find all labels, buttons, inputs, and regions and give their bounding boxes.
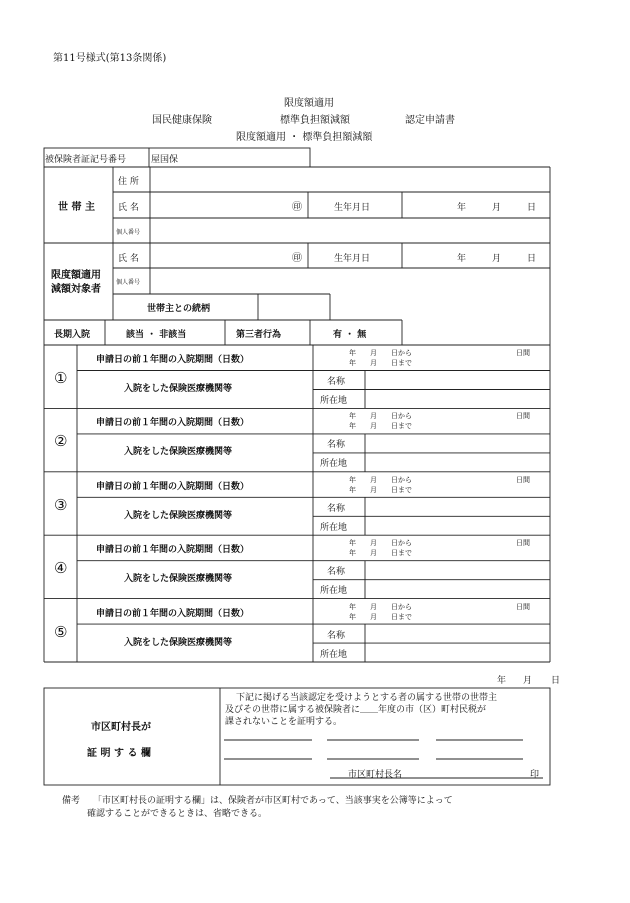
period-date-to[interactable]: 年 月 日まで (349, 549, 412, 558)
title-line2-mid: 標準負担額減額 (280, 115, 350, 126)
institution-address-label: 所在地 (320, 649, 348, 660)
institution-label: 入院をした保険医療機関等 (124, 447, 233, 458)
period-days-unit[interactable]: 日間 (516, 475, 530, 484)
target-birth-label: 生年月日 (334, 254, 371, 264)
householder-seal: ㊞ (292, 202, 302, 213)
householder-birth-year: 年 (457, 203, 467, 213)
householder-section-label: 世 帯 主 (58, 202, 95, 213)
period-days-unit[interactable]: 日間 (516, 539, 530, 548)
mayor-seal: 印 (530, 770, 540, 780)
target-birth-month: 月 (492, 254, 502, 264)
period-date-to[interactable]: 年 月 日まで (349, 612, 412, 621)
period-date-from[interactable]: 年 月 日から (349, 349, 412, 357)
target-relation-label: 世帯主との続柄 (147, 304, 211, 314)
period-days-unit[interactable]: 日間 (516, 412, 530, 421)
period-number-4: ④ (54, 559, 68, 578)
householder-birth-label: 生年月日 (334, 203, 371, 213)
period-date-to[interactable]: 年 月 日まで (349, 422, 412, 431)
period-number-5: ⑤ (54, 622, 68, 641)
application-date-year: 年 (497, 676, 507, 686)
period-label: 申請日の前１年間の入院期間（日数） (96, 481, 250, 492)
certification-text-3: 課されないことを証明する。 (225, 717, 343, 727)
certification-text-2: 及びその世帯に属する被保険者に＿＿年度の市（区）町村民税が (225, 705, 487, 715)
institution-name-label: 名称 (327, 377, 346, 387)
certification-label-1: 市区町村長が (91, 722, 151, 733)
period-number-2: ② (54, 432, 68, 451)
title-line1: 限度額適用 (284, 98, 334, 109)
householder-mynumber-label: 個人番号 (116, 229, 141, 236)
institution-address-label: 所在地 (320, 586, 348, 597)
institution-name-label: 名称 (327, 440, 346, 451)
period-date-from[interactable]: 年 月 日から (349, 412, 412, 421)
insured-id-value[interactable]: 屋国保 (151, 155, 179, 165)
institution-name-label: 名称 (327, 567, 346, 578)
institution-name-label: 名称 (327, 630, 346, 641)
certification-label-2: 証 明 す る 欄 (87, 748, 151, 759)
title-line2-left: 国民健康保険 (152, 115, 212, 126)
period-date-from[interactable]: 年 月 日から (349, 475, 412, 484)
target-section-label-1: 限度額適用 (51, 270, 101, 281)
remarks-label: 備考 (62, 796, 81, 806)
period-label: 申請日の前１年間の入院期間（日数） (96, 355, 250, 365)
period-days-unit[interactable]: 日間 (516, 349, 530, 357)
institution-address-label: 所在地 (320, 396, 348, 406)
institution-label: 入院をした保険医療機関等 (124, 637, 233, 648)
institution-name-label: 名称 (327, 503, 346, 514)
period-date-from[interactable]: 年 月 日から (349, 539, 412, 548)
target-seal: ㊞ (292, 253, 302, 264)
householder-birth-day: 日 (527, 203, 537, 213)
period-number-3: ③ (54, 495, 68, 514)
householder-birth-month: 月 (492, 203, 502, 213)
institution-address-label: 所在地 (320, 459, 348, 470)
target-mynumber-label: 個人番号 (116, 279, 141, 286)
period-number-1: ① (54, 369, 68, 387)
remarks-line1: 「市区町村長の証明する欄」は、保険者が市区町村であって、当該事実を公簿等によって (93, 796, 453, 806)
period-date-from[interactable]: 年 月 日から (349, 602, 412, 611)
title-line2-right: 認定申請書 (405, 115, 455, 126)
target-birth-year: 年 (457, 254, 467, 264)
period-date-to[interactable]: 年 月 日まで (349, 359, 412, 367)
institution-label: 入院をした保険医療機関等 (124, 384, 233, 394)
certification-text-1: 下記に掲げる当該認定を受けようとする者の属する世帯の世帯主 (236, 693, 498, 703)
householder-address-label: 住 所 (118, 177, 139, 187)
application-date-month: 月 (523, 676, 533, 686)
period-label: 申請日の前１年間の入院期間（日数） (96, 545, 250, 556)
form-number: 第11号様式(第13条関係) (53, 53, 167, 64)
target-name-label: 氏 名 (118, 254, 139, 264)
long-term-label: 長期入院 (54, 330, 91, 340)
insured-id-label: 被保険者証記号番号 (45, 155, 127, 165)
application-date-day: 日 (551, 676, 561, 686)
institution-label: 入院をした保険医療機関等 (124, 510, 233, 521)
period-label: 申請日の前１年間の入院期間（日数） (96, 418, 250, 429)
title-line3: 限度額適用 ・ 標準負担額減額 (236, 132, 373, 143)
target-birth-day: 日 (527, 254, 537, 264)
period-date-to[interactable]: 年 月 日まで (349, 485, 412, 494)
institution-label: 入院をした保険医療機関等 (124, 574, 233, 585)
period-label: 申請日の前１年間の入院期間（日数） (96, 608, 250, 619)
householder-name-label: 氏 名 (118, 203, 139, 213)
third-party-value[interactable]: 有 ・ 無 (333, 330, 367, 340)
long-term-applicable[interactable]: 該当 ・ 非該当 (126, 330, 187, 340)
target-section-label-2: 減額対象者 (51, 284, 101, 295)
third-party-label: 第三者行為 (236, 330, 282, 340)
period-days-unit[interactable]: 日間 (516, 602, 530, 611)
remarks-line2: 確認することができるときは、省略できる。 (87, 809, 268, 819)
institution-address-label: 所在地 (320, 522, 348, 533)
mayor-name-label: 市区町村長名 (348, 770, 403, 780)
